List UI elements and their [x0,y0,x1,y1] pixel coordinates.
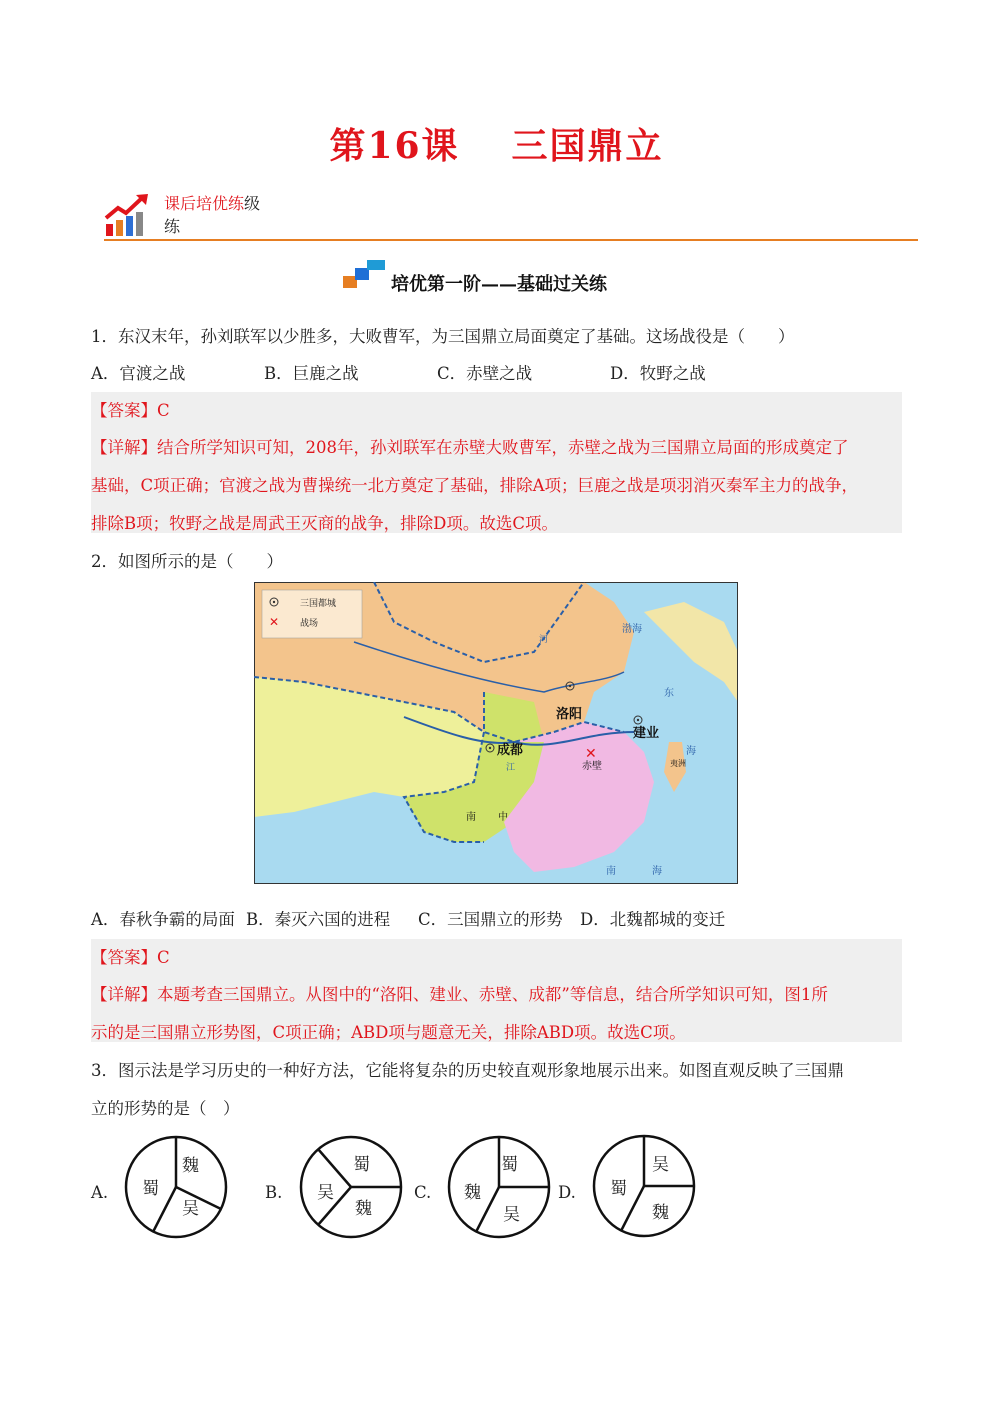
chibi-battle-icon: ✕ [585,746,597,762]
map-label-south-2: 海 [652,866,662,877]
map-label-luoyang: 洛阳 [556,707,583,722]
q3-c-left: 魏 [464,1183,481,1203]
growth-chart-icon [104,192,152,238]
stairs-icon [343,258,387,290]
q3-stem-line-1: 3．图示法是学习历史的一种好方法，它能将复杂的历史较直观形象地展示出来。如图直观反映了三国鼎 [91,1061,844,1080]
legend-battle-label: 战场 [300,619,319,629]
q1-detail-line: 【详解】结合所学知识可知，208年，孙刘联军在赤壁大败曹军，赤壁之战为三国鼎立局面的形成奠定了 [91,438,849,457]
map-label-jianye: 建业 [633,726,660,741]
header-tag [164,192,260,238]
q2-answer: 【答案】C [91,948,170,967]
q1-answer: 【答案】C [91,401,170,420]
q3-option-a-letter: A. [91,1183,109,1202]
q3-b-left: 吴 [317,1183,334,1203]
battle-marker-icon: ✕ [269,615,280,629]
map-label-chengdu: 成都 [497,743,524,758]
section-title: 培优第一阶——基础过关练 [391,274,607,295]
header-divider [104,239,918,241]
map-label-chibi: 赤壁 [582,761,602,772]
q2-detail-line: 示的是三国鼎立形势图，C项正确；ABD项与题意无关，排除ABD项。故选C项。 [91,1023,686,1042]
map-label-nanzhong-2: 中 [498,812,508,823]
q3-option-c-letter: C. [414,1183,432,1202]
map-label-south-1: 南 [606,866,616,877]
q3-option-a-diagram [123,1135,229,1239]
header-tag-level: 级 [244,194,261,213]
map-label-yangtze: 江 [506,763,516,773]
q3-option-d-letter: D. [558,1183,576,1202]
q3-a-bottom-right: 吴 [182,1199,199,1219]
map-label-bohai: 渤海 [622,624,642,635]
header-tag-practice: 练 [164,217,181,236]
q1-answer-box [91,392,902,533]
map-label-east-2: 海 [686,746,696,757]
map-label-river: 河 [539,635,549,645]
q1-detail-line: 基础，C项正确；官渡之战为曹操统一北方奠定了基础，排除A项；巨鹿之战是项羽消灭秦军主力的战争， [91,476,859,495]
q3-d-left: 蜀 [610,1179,627,1199]
map-label-yizhou: 夷洲 [670,759,686,768]
q3-option-b-letter: B. [265,1183,283,1202]
header-tag-red: 课后培优练 [164,194,245,213]
q3-b-top-right: 蜀 [353,1155,370,1175]
q2-stem: 2．如图所示的是（ ） [91,552,283,571]
q3-stem-line-2: 立的形势的是（ ） [91,1099,240,1118]
q2-answer-box [91,939,902,1042]
q1-detail-line: 排除B项；牧野之战是周武王灭商的战争，排除D项。故选C项。 [91,514,558,533]
q3-c-bottom-right: 吴 [503,1205,520,1225]
q3-a-top-right: 魏 [182,1156,199,1176]
lesson-number: 第16课 [329,125,460,167]
lesson-topic: 三国鼎立 [511,125,664,167]
q1-option-c: C．赤壁之战 [437,364,533,383]
q2-option-d: D．北魏都城的变迁 [580,910,726,929]
q3-option-b-diagram [298,1135,404,1239]
q3-option-d-diagram [591,1133,697,1239]
three-kingdoms-map [254,582,738,884]
q3-option-c-diagram [446,1135,552,1239]
map-label-east-1: 东 [664,688,674,699]
q1-option-d: D．牧野之战 [610,364,706,383]
q3-d-bottom-right: 魏 [652,1203,669,1223]
q2-detail-line: 【详解】本题考查三国鼎立。从图中的“洛阳、建业、赤壁、成都”等信息，结合所学知识可知，图1所 [91,985,828,1004]
legend-capital-label: 三国都城 [300,599,337,609]
q1-option-b: B．巨鹿之战 [264,364,359,383]
q1-option-a: A．官渡之战 [91,364,186,383]
q2-option-b: B．秦灭六国的进程 [246,910,391,929]
q3-c-top-right: 蜀 [501,1155,518,1175]
q1-stem: 1．东汉末年，孙刘联军以少胜多，大败曹军，为三国鼎立局面奠定了基础。这场战役是（ ） [91,327,795,346]
q3-d-top-right: 吴 [652,1155,669,1175]
map-label-nanzhong-1: 南 [466,812,476,823]
q2-option-a: A．春秋争霸的局面 [91,910,235,929]
page-title [0,118,993,169]
q2-option-c: C．三国鼎立的形势 [418,910,563,929]
q3-a-left: 蜀 [142,1179,159,1199]
q3-b-bottom-right: 魏 [355,1199,372,1219]
